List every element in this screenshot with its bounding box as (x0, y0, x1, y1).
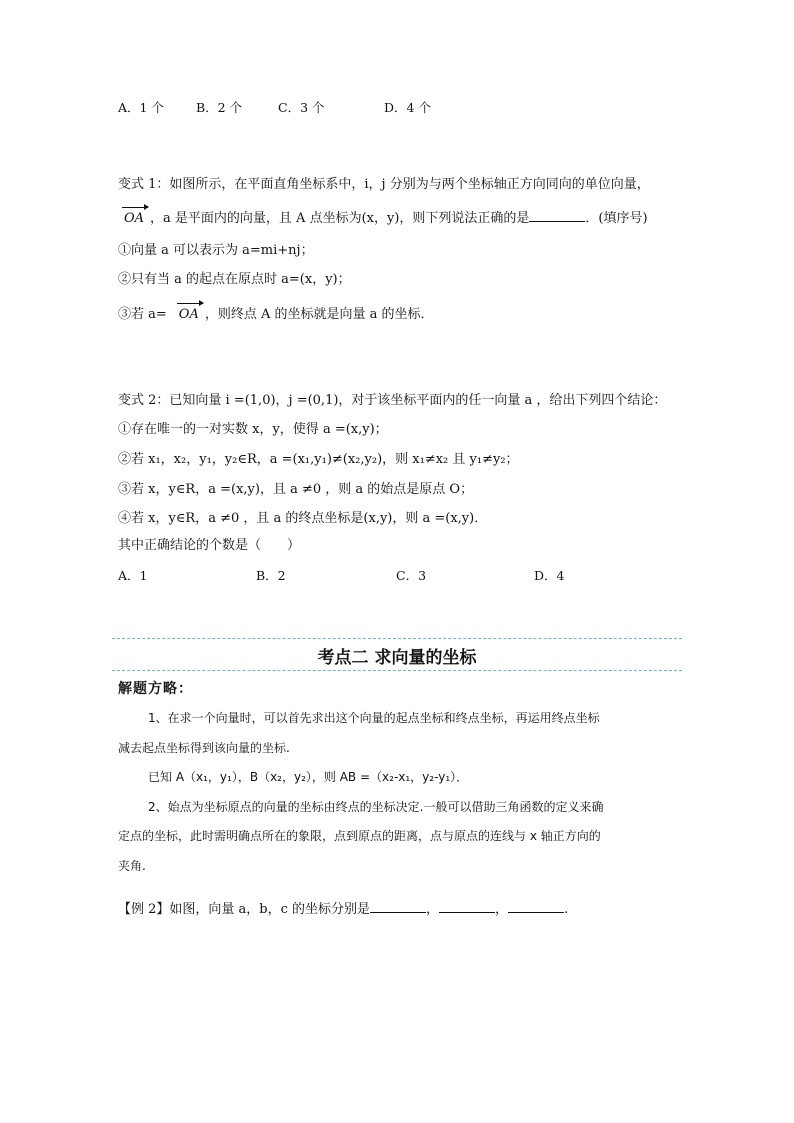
variant1-line2-text: ，a 是平面内的向量，且 A 点坐标为(x，y)，则下列说法正确的是 (150, 211, 530, 226)
example2-sep2: ， (495, 902, 509, 917)
option-b: B．2 个 (196, 100, 243, 115)
method-p2-b: 定点的坐标，此时需明确点所在的象限，点到原点的距离，点与原点的连线与 x 轴正方向的 (118, 829, 601, 843)
method-p2-a: 2、始点为坐标原点的向量的坐标由终点的坐标决定.一般可以借助三角函数的定义来确 (148, 800, 604, 814)
variant1-line1: 变式 1：如图所示，在平面直角坐标系中，i，j 分别为与两个坐标轴正方向同向的单位向量， (118, 177, 650, 192)
option-a: A．1 个 (118, 100, 164, 115)
example2-end: . (564, 902, 569, 917)
vector-oa: OA (118, 210, 150, 228)
method-p1-a: 1、在求一个向量时，可以首先求出这个向量的起点坐标和终点坐标，再运用终点坐标 (148, 711, 600, 725)
variant2-line1: 变式 2：已知向量 i =(1,0)，j =(0,1)，对于该坐标平面内的任一向量 a ，给出下列四个结论： (118, 393, 667, 408)
variant2-item2: ②若 x₁，x₂，y₁，y₂∈R，a =(x₁,y₁)≠(x₂,y₂)，则 x₁≠x₂ 且 y₁≠y₂； (118, 452, 519, 467)
example2-sep1: ， (426, 902, 440, 917)
answer-blank-c[interactable] (508, 900, 564, 913)
variant1-item2: ②只有当 a 的起点在原点时 a=(x，y)； (118, 272, 351, 287)
variant1-line2-suffix: ．(填序号) (585, 211, 648, 226)
method-p2-c: 夹角. (118, 859, 146, 873)
v2-option-b: B．2 (256, 568, 286, 583)
variant1-item1: ①向量 a 可以表示为 a=mi+nj； (118, 243, 314, 258)
v2-option-c: C．3 (396, 568, 427, 583)
option-d: D．4 个 (384, 100, 431, 115)
vector-oa-2: OA (173, 306, 205, 324)
variant1-line2 (118, 209, 648, 228)
answer-blank-a[interactable] (370, 900, 426, 913)
variant2-item4: ④若 x，y∈R，a ≠0 ，且 a 的终点坐标是(x,y)，则 a =(x,y)． (118, 511, 488, 526)
variant2-item3: ③若 x，y∈R，a =(x,y)，且 a ≠0 ，则 a 的始点是原点 O； (118, 482, 474, 497)
method-p1-b: 减去起点坐标得到该向量的坐标. (118, 741, 290, 755)
v2-option-d: D．4 (534, 568, 565, 583)
v2-option-a: A．1 (118, 568, 148, 583)
variant1-item3-suffix: ，则终点 A 的坐标就是向量 a 的坐标． (204, 307, 434, 322)
variant2-question: 其中正确结论的个数是（ ） (118, 538, 301, 553)
answer-blank[interactable] (529, 209, 585, 222)
section-title: 考点二 求向量的坐标 (317, 648, 477, 668)
answer-blank-b[interactable] (439, 900, 495, 913)
example2 (118, 900, 568, 919)
method-label: 解题方略： (118, 681, 193, 697)
section-divider-top (112, 638, 682, 639)
variant1-item3-prefix: ③若 a= (118, 307, 167, 322)
option-c: C．3 个 (278, 100, 325, 115)
variant1-item3 (118, 306, 434, 324)
variant2-item1: ①存在唯一的一对实数 x，y，使得 a =(x,y)； (118, 422, 388, 437)
section-divider-bottom (112, 670, 682, 671)
example2-text: 【例 2】如图，向量 a，b，c 的坐标分别是 (118, 902, 371, 917)
method-p1-c: 已知 A（x₁，y₁），B（x₂，y₂），则 AB =（x₂-x₁，y₂-y₁）． (148, 770, 469, 784)
